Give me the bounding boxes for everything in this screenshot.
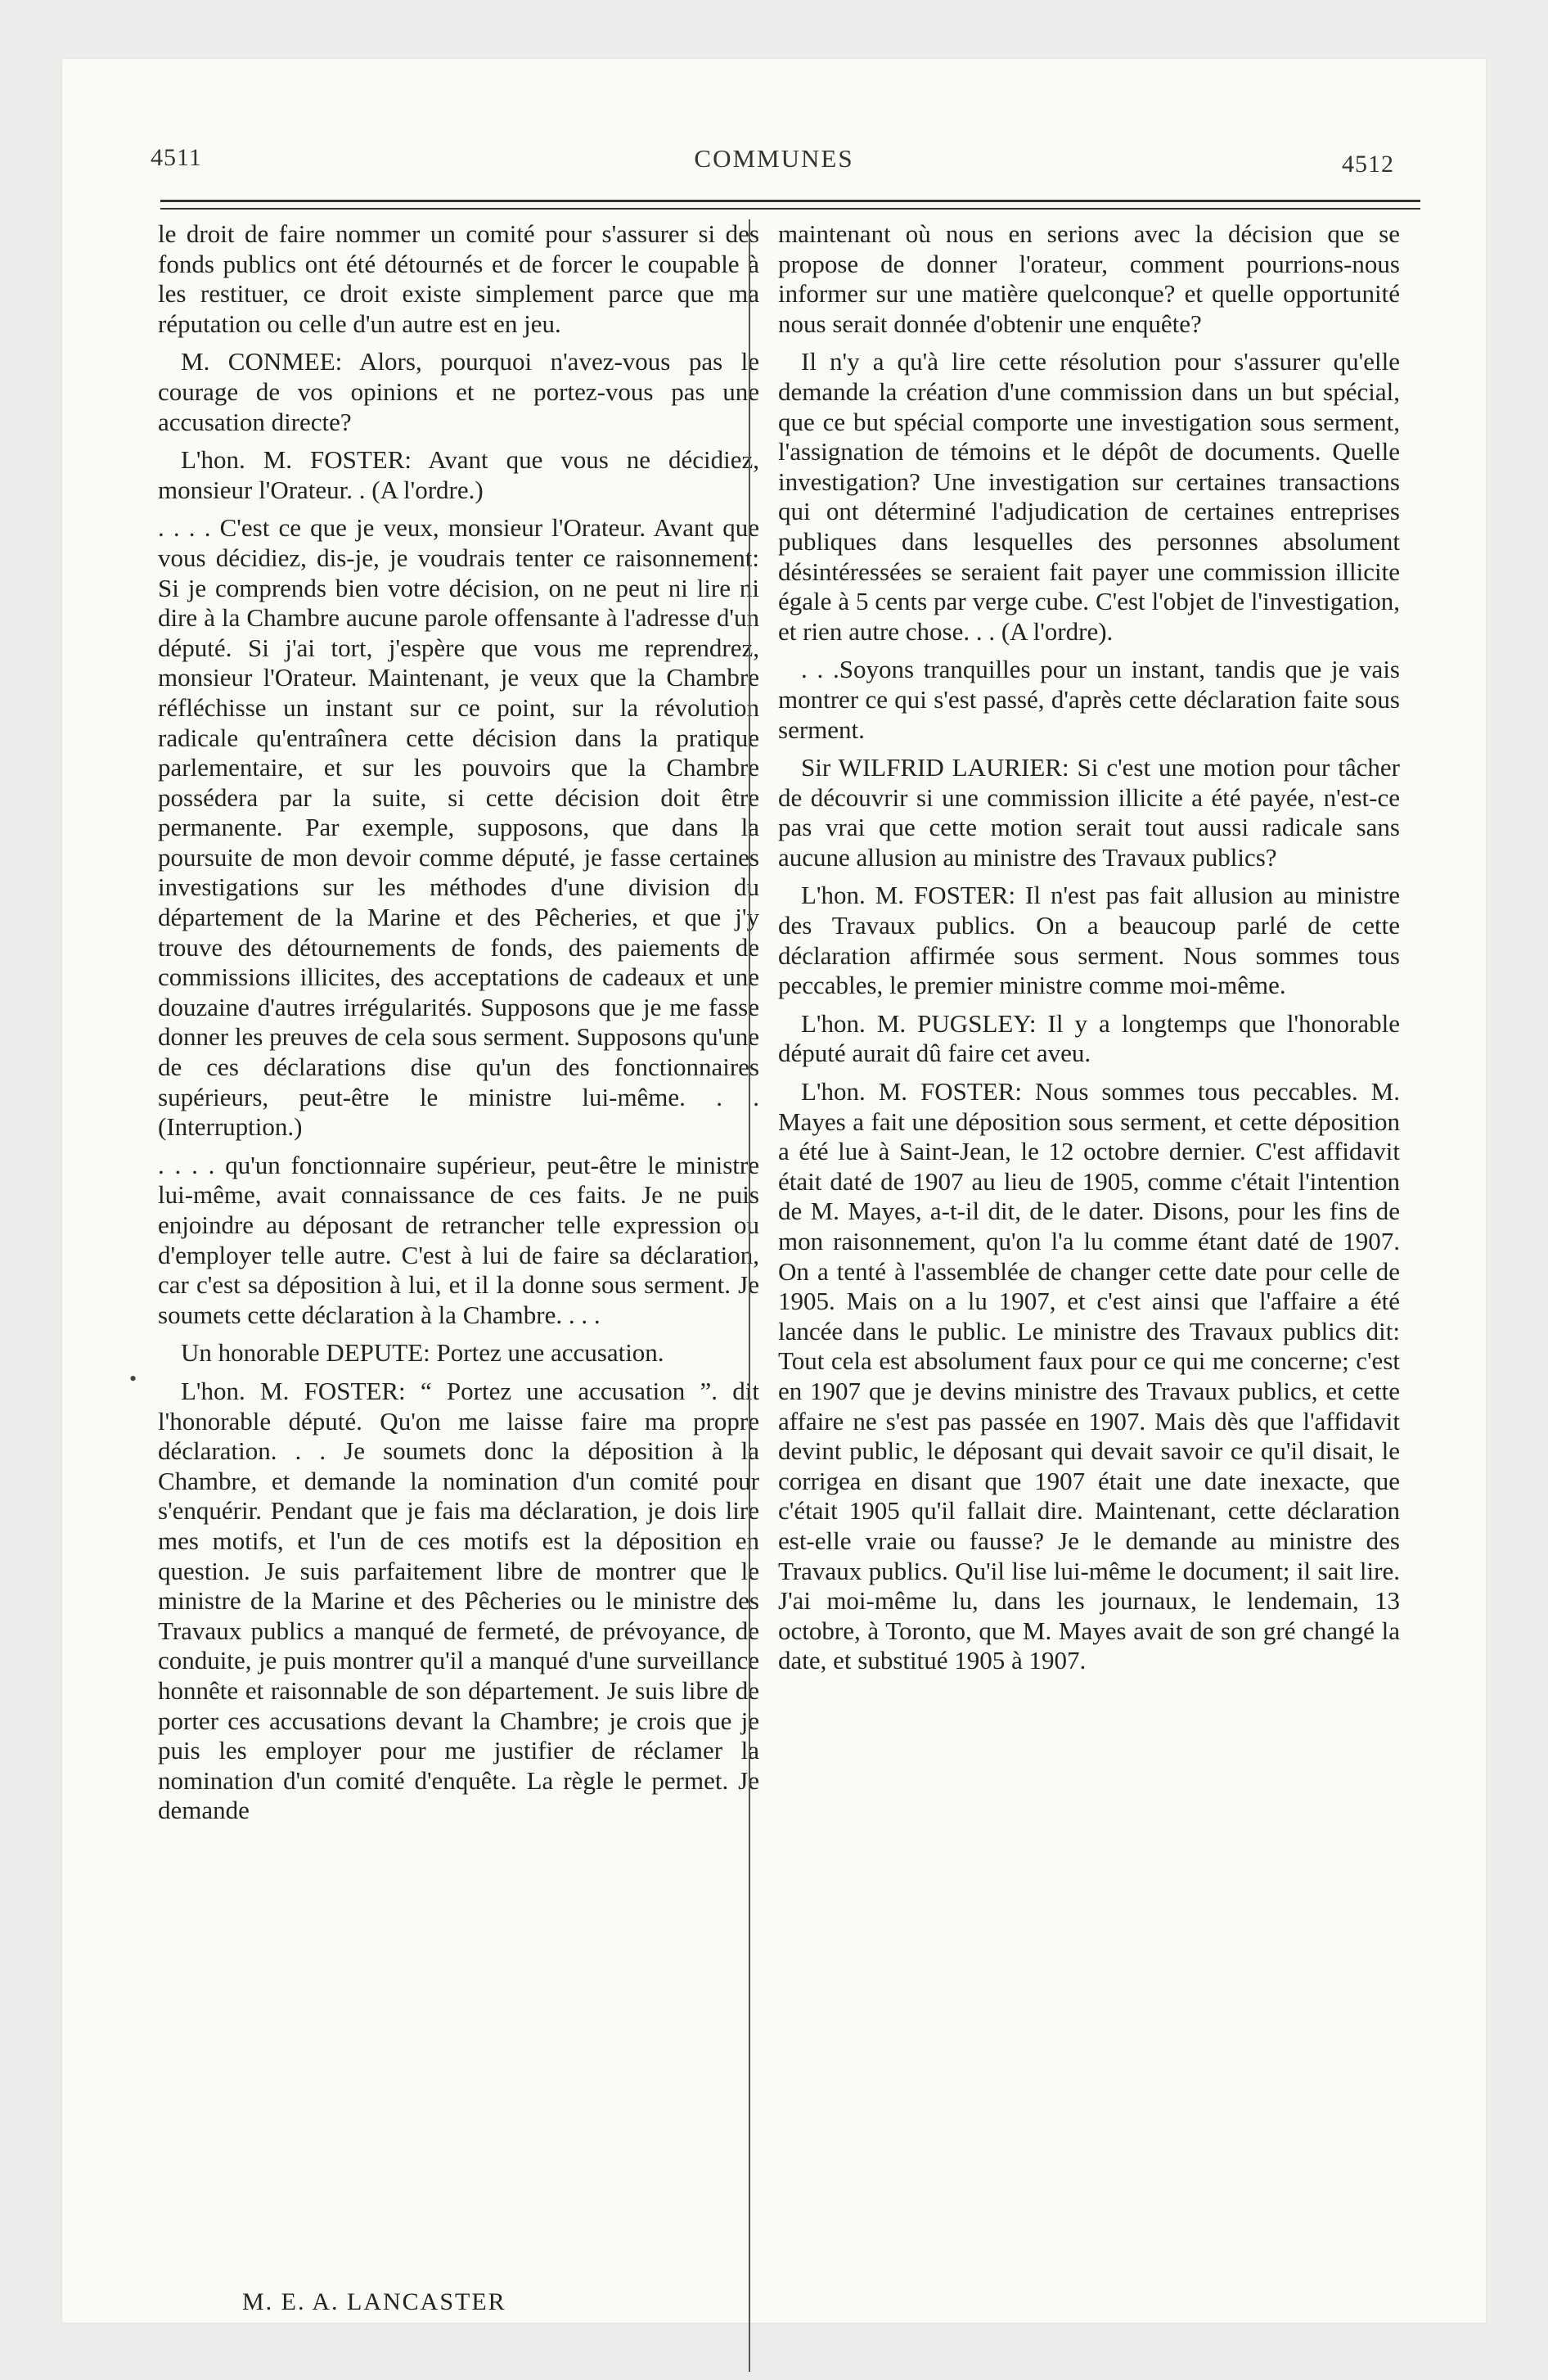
paragraph: L'hon. M. PUGSLEY: Il y a longtemps que l'honorable député aurait dû faire cet aveu.: [778, 1008, 1400, 1068]
paragraph: L'hon. M. FOSTER: Nous sommes tous peccables. M. Mayes a fait une déposition sous serment, et cette déposition a été lue à Saint-Jean, le 12 octobre dernier. C'est affidavit était daté de 1907 au lieu de 1905, comme c'était l'intention de M. Mayes, a-t-il dit, de le dater. Disons, pour les fins de mon raisonnement, qu'on l'a lu comme étant daté de 1907. On a tenté à l'assemblée de changer cette date pour celle de 1905. Mais on a lu 1907, et c'est ainsi que l'affaire a été lancée dans le public. Le ministre des Travaux publics dit: Tout cela est absolument faux pour ce qui me concerne; c'est en 1907 que je devins ministre des Travaux publics, et cette affaire ne s'est pas passée en 1907. Mais dès que l'affidavit devint public, le déposant qui devait savoir ce qu'il disait, le corrigea en disant que 1907 était une date inexacte, que c'était 1905 qu'il fallait dire. Maintenant, cette déclaration est-elle vraie ou fausse? Je le demande au ministre des Travaux publics. Qu'il lise lui-même le document; il sait lire. J'ai moi-même lu, dans les journaux, le lendemain, 13 octobre, à Toronto, que M. Mayes avait de son gré changé la date, et substitué 1905 à 1907.: [778, 1077, 1400, 1675]
column-divider: [749, 219, 750, 2372]
paragraph: . . . . C'est ce que je veux, monsieur l'Orateur. Avant que vous décidiez, dis-je, je voudrais tenter ce raisonnement: Si je comprends bien votre décision, on ne peut ni lire ni dire à la Chambre aucune parole offensante à l'adresse d'un député. Si j'ai tort, j'espère que vous me reprendrez, monsieur l'Orateur. Maintenant, je veux que la Chambre réfléchisse un instant sur ce point, sur la révolution radicale qu'entraînera cette décision dans la pratique parlementaire, et sur les pouvoirs que la Chambre possédera par la suite, si cette décision doit être permanente. Par exemple, supposons, que dans la poursuite de mon devoir comme député, je fasse certaines investigations sur les méthodes d'une division du département de la Marine et des Pêcheries, et que j'y trouve des détournements de fonds, des paiements de commissions illicites, des acceptations de cadeaux et une douzaine d'autres irrégularités. Supposons que je me fasse donner les preuves de cela sous serment. Supposons qu'une de ces déclarations dise qu'un des fonctionnaires supérieurs, peut-être le ministre lui-même. . . (Interruption.): [158, 513, 759, 1142]
right-column: [778, 219, 1400, 1684]
page: [62, 59, 1486, 2323]
page-number-left: 4511: [151, 144, 202, 171]
margin-mark: •: [129, 1367, 137, 1391]
paragraph: L'hon. M. FOSTER: Il n'est pas fait allusion au ministre des Travaux publics. On a beaucoup parlé de cette déclaration affirmée sous serment. Nous sommes tous peccables, le premier ministre comme moi-même.: [778, 881, 1400, 1000]
paragraph: L'hon. M. FOSTER: Avant que vous ne décidiez, monsieur l'Orateur. . (A l'ordre.): [158, 445, 759, 504]
paragraph: maintenant où nous en serions avec la décision que se propose de donner l'orateur, comment pourrions-nous informer sur une matière quelconque? et quelle opportunité nous serait donnée d'obtenir une enquête?: [778, 219, 1400, 338]
header-rule-thin: [160, 208, 1420, 210]
running-title: COMMUNES: [694, 144, 854, 173]
catchword: M. E. A. LANCASTER: [242, 2288, 506, 2315]
header-rule: [160, 200, 1420, 202]
paragraph: . . .Soyons tranquilles pour un instant, tandis que je vais montrer ce qui s'est passé, d'après cette déclaration faite sous serment.: [778, 655, 1400, 744]
paragraph: L'hon. M. FOSTER: “ Portez une accusation ”. dit l'honorable député. Qu'on me laisse faire ma propre déclaration. . . Je soumets donc la déposition à la Chambre, et demande la nomination d'un comité pour s'enquérir. Pendant que je fais ma déclaration, je dois lire mes motifs, et l'un de ces motifs est la déposition en question. Je suis parfaitement libre de montrer que le ministre de la Marine et des Pêcheries ou le ministre des Travaux publics a manqué de fermeté, de prévoyance, de conduite, je puis montrer qu'il a manqué d'une surveillance honnête et raisonnable de son département. Je suis libre de porter ces accusations devant la Chambre; je crois que je puis les employer pour me justifier de réclamer la nomination d'un comité d'enquête. La règle le permet. Je demande: [158, 1376, 759, 1825]
paragraph: . . . . qu'un fonctionnaire supérieur, peut-être le ministre lui-même, avait connaissance de ces faits. Je ne puis enjoindre au déposant de retrancher telle expression ou d'employer telle autre. C'est à lui de faire sa déclaration, car c'est sa déposition à lui, et il la donne sous serment. Je soumets cette déclaration à la Chambre. . . .: [158, 1150, 759, 1329]
paragraph: le droit de faire nommer un comité pour s'assurer si des fonds publics ont été détournés et de forcer le coupable à les restituer, ce droit existe simplement parce que ma réputation ou celle d'un autre est en jeu.: [158, 219, 759, 338]
left-column: [158, 219, 759, 1834]
paragraph: Sir WILFRID LAURIER: Si c'est une motion pour tâcher de découvrir si une commission illicite a été payée, n'est-ce pas vrai que cette motion serait tout aussi radicale sans aucune allusion au ministre des Travaux publics?: [778, 753, 1400, 872]
page-number-right: 4512: [1342, 151, 1394, 178]
paragraph: Un honorable DEPUTE: Portez une accusation.: [181, 1338, 664, 1368]
paragraph: Il n'y a qu'à lire cette résolution pour s'assurer qu'elle demande la création d'une commission dans un but spécial, que ce but spécial comporte une investigation sous serment, l'assignation de témoins et le dépôt de documents. Quelle investigation? Une investigation sur certaines transactions qui ont déterminé l'adjudication de certaines entreprises publiques dans lesquelles des personnes absolument désintéressées se seraient fait payer une commission illicite égale à 5 cents par verge cube. C'est l'objet de l'investigation, et rien autre chose. . . (A l'ordre).: [778, 347, 1400, 646]
paragraph: M. CONMEE: Alors, pourquoi n'avez-vous pas le courage de vos opinions et ne portez-vous pas une accusation directe?: [158, 347, 759, 436]
